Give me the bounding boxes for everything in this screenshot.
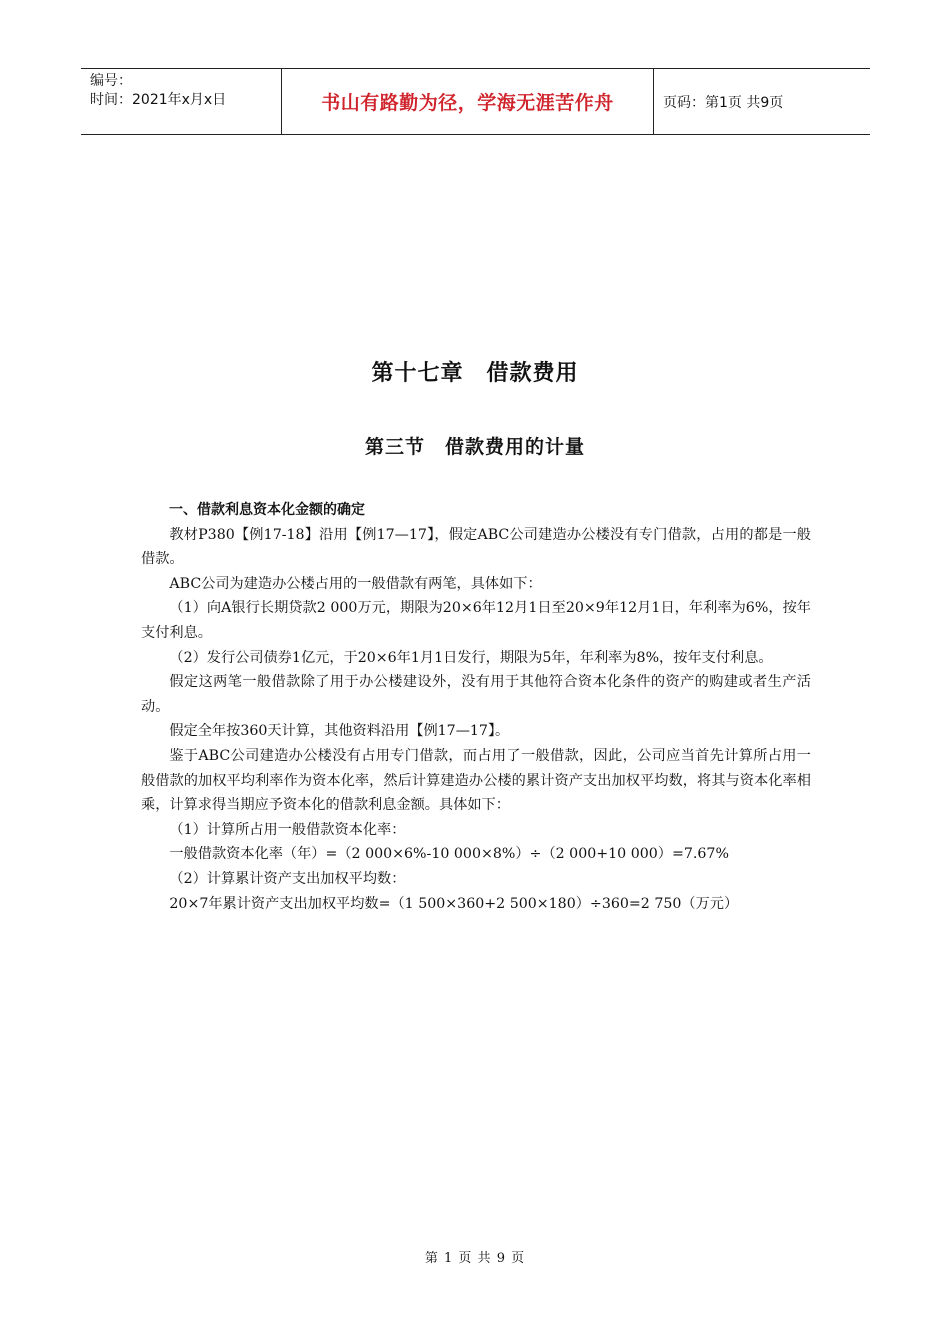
serial-label: 编号： bbox=[90, 73, 132, 89]
subsection-heading: 一、借款利息资本化金额的确定 bbox=[169, 502, 365, 518]
paragraph: （1）计算所占用一般借款资本化率： bbox=[169, 821, 406, 838]
formula-line: 一般借款资本化率（年）=（2 000×6%-10 000×8%）÷（2 000+10 000）=7.67% bbox=[169, 846, 729, 863]
header-meta bbox=[81, 69, 282, 134]
header-page-code: 页码：第1页 共9页 bbox=[663, 94, 784, 111]
section-title: 第三节 借款费用的计量 bbox=[364, 436, 585, 458]
paragraph: 教材P380【例17-18】沿用【例17—17】，假定ABC公司建造办公楼没有专门借款，占用的都是一般借款。 bbox=[141, 526, 811, 568]
paragraph: 假定这两笔一般借款除了用于办公楼建设外，没有用于其他符合资本化条件的资产的购建或者生产活动。 bbox=[141, 674, 811, 715]
page-footer: 第 1 页 共 9 页 bbox=[424, 1251, 526, 1266]
paragraph: ABC公司为建造办公楼占用的一般借款有两笔，具体如下： bbox=[169, 575, 542, 592]
paragraph: 假定全年按360天计算，其他资料沿用【例17—17】。 bbox=[169, 723, 510, 740]
formula-line: 20×7年累计资产支出加权平均数=（1 500×360+2 500×180）÷360=2 750（万元） bbox=[169, 895, 739, 912]
paragraph: （1）向A银行长期贷款2 000万元，期限为20×6年12月1日至20×9年12月1日，年利率为6%，按年支付利息。 bbox=[141, 600, 811, 641]
paragraph: 鉴于ABC公司建造办公楼没有占用专门借款，而占用了一般借款，因此，公司应当首先计算所占用一般借款的加权平均利率作为资本化率，然后计算建造办公楼的累计资产支出加权平均数，将其与资本化率相乘，计算求得当期应予资本化的借款利息金额。具体如下： bbox=[141, 747, 811, 814]
page-header bbox=[81, 68, 870, 135]
paragraph: （2）计算累计资产支出加权平均数： bbox=[169, 870, 406, 887]
paragraph: （2）发行公司债券1亿元，于20×6年1月1日发行，期限为5年，年利率为8%，按年支付利息。 bbox=[169, 649, 773, 666]
chapter-title: 第十七章 借款费用 bbox=[371, 361, 579, 386]
document-body bbox=[141, 498, 811, 916]
header-motto: 书山有路勤为径，学海无涯苦作舟 bbox=[282, 69, 654, 134]
time-label: 时间：2021年x月x日 bbox=[90, 92, 227, 108]
